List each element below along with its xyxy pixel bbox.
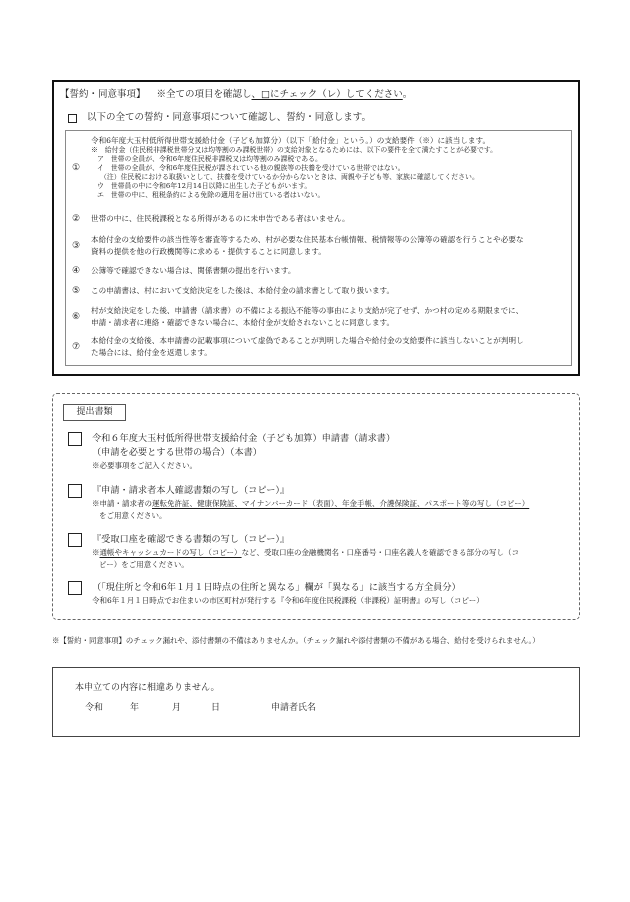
- pledge-item-text: た場合には、給付金を返還します。: [91, 348, 212, 357]
- document-title: （申請を必要とする世帯の場合）（本書）: [92, 447, 262, 458]
- document-checkbox[interactable]: [68, 581, 82, 595]
- document-note-prefix: ※申請・請求者の: [92, 499, 152, 508]
- pledge-item-text: 世帯の中に、住民税課税となる所得があるのに未申告である者はいません。: [91, 214, 350, 223]
- pledge-heading: [60, 89, 412, 101]
- document-text: [92, 484, 529, 522]
- pledge-item-body: [91, 305, 523, 329]
- check-reminder-note: ※【誓約・同意事項】のチェック漏れや、添付書類の不備はありませんか。（チェック漏れや添付書類の不備がある場合、給付を受けられません。）: [52, 636, 540, 645]
- pledge-item-note: エ 世帯の中に、租税条約による免除の適用を届け出ている者はいない。: [97, 191, 325, 199]
- pledge-item-note: イ 世帯の全員が、令和6年度住民税が課されている他の親族等の扶養を受けている世帯ではない。: [97, 164, 405, 172]
- pledge-item-6: [72, 305, 523, 329]
- pledge-heading-label: 【誓約・同意事項】: [60, 89, 146, 100]
- document-text: [92, 581, 484, 607]
- pledge-item-number: ②: [72, 213, 81, 224]
- pledge-item-7: [72, 335, 524, 359]
- pledge-item-number: ③: [72, 240, 81, 251]
- pledge-item-body: [91, 213, 350, 225]
- pledge-item-body: [91, 335, 524, 359]
- document-note-continuation: をご用意ください。: [99, 511, 167, 520]
- document-note: ※必要事項をご記入ください。: [92, 461, 197, 470]
- document-title: 令和６年度大玉村低所得世帯支援給付金（子ども加算）申請書（請求書）: [92, 433, 396, 444]
- pledge-heading-end: 。: [402, 89, 413, 100]
- document-title: 『受取口座を確認できる書類の写し（コピー）』: [92, 534, 290, 545]
- pledge-item-number: ⑦: [72, 341, 81, 352]
- applicant-name-label: 申請者氏名: [271, 703, 317, 713]
- declaration-statement: 本申立ての内容に相違ありません。: [75, 683, 220, 693]
- date-era-label: 令和: [85, 703, 104, 713]
- document-item-identity: [68, 484, 568, 524]
- pledge-item-text: 本給付金の支給要件の該当性等を審査等するため、村が必要な住民基本台帳情報、税情報等の公簿等の確認を行うことや必要な: [91, 235, 524, 244]
- pledge-item-1: [72, 136, 497, 200]
- pledge-item-text: 申請・請求者に連絡・確認できない場合に、本給付金が支給されないことに同意します。: [91, 318, 395, 327]
- document-note-underlined: 運転免許証、健康保険証、マイナンバーカード（表面）、年金手帳、介護保険証、パスポート等の写し（コピー）: [152, 499, 530, 508]
- pledge-item-text: 村が支給決定をした後、申請書（請求書）の不備による振込不能等の事由により支給が完了せず、かつ村の定める期限までに、: [91, 306, 524, 315]
- document-note-underlined: 通帳やキャッシュカードの写し（コピー）: [99, 548, 242, 557]
- pledge-item-note: （注）住民税における取扱いとして、扶養を受けているか分からないときは、両親や子ども等、家族に確認してください。: [100, 173, 479, 181]
- pledge-item-number: ⑤: [72, 285, 81, 296]
- required-documents-section: [52, 393, 580, 620]
- agree-all-row[interactable]: [68, 112, 371, 124]
- pledge-item-note: ウ 世帯員の中に令和6年12月14日以降に出生した子どもがいます。: [97, 182, 312, 190]
- pledge-item-note: ※ 給付金（住民税非課税世帯分又は均等割のみ課税世帯）の支給対象となるためには、以下の要件を全て満たすことが必要です。: [91, 146, 497, 154]
- document-text: [92, 533, 519, 571]
- pledge-item-number: ①: [72, 162, 81, 173]
- document-checkbox[interactable]: [68, 432, 82, 446]
- pledge-item-3: [72, 234, 524, 258]
- pledge-item-body: [91, 234, 524, 258]
- pledge-item-body: [91, 285, 394, 297]
- pledge-item-4: [72, 265, 295, 277]
- pledge-item-number: ⑥: [72, 311, 81, 322]
- pledge-items-box: [65, 130, 572, 366]
- date-day-label: 日: [211, 703, 221, 713]
- document-title: 『申請・請求者本人確認書類の写し（コピー）』: [92, 485, 290, 496]
- pledge-item-body: [91, 136, 497, 200]
- pledge-item-note: ア 世帯の全員が、令和6年度住民税非課税又は均等割のみ課税である。: [97, 155, 322, 163]
- document-note: 令和6年１月１日時点でお住まいの市区町村が発行する『令和6年度住民税課税（非課税）証明書』の写し（コピー）: [92, 596, 484, 605]
- agree-all-checkbox[interactable]: [68, 114, 77, 123]
- pledge-section: [52, 80, 580, 376]
- document-note: [92, 547, 519, 559]
- declaration-section: [52, 667, 580, 737]
- pledge-item-body: [91, 265, 295, 277]
- pledge-heading-note: ※全ての項目を確認し: [156, 89, 252, 100]
- document-item-application: [68, 432, 568, 472]
- date-month-label: 月: [172, 703, 182, 713]
- pledge-item-text: 公簿等で確認できない場合は、関係書類の提出を行います。: [91, 266, 296, 275]
- pledge-item-2: [72, 213, 350, 225]
- document-item-bank-account: [68, 533, 568, 573]
- document-text: [92, 432, 395, 472]
- pledge-item-text: 本給付金の支給後、本申請書の記載事項について虚偽であることが判明した場合や給付金の支給要件に該当しないことが判明し: [91, 336, 524, 345]
- date-year-label: 年: [130, 703, 140, 713]
- pledge-item-text: 資料の提供を他の行政機関等に求める・提供することに同意します。: [91, 247, 326, 256]
- document-note: [92, 498, 529, 510]
- pledge-item-text: 令和6年度大玉村低所得世帯支援給付金（子ども加算分）（以下「給付金」という。）の支給要件（※）に該当します。: [91, 136, 491, 145]
- pledge-item-text: この申請書は、村において支給決定をした後は、本給付金の請求書として取り扱います。: [91, 286, 395, 295]
- document-note-continuation: ピー）をご用意ください。: [99, 560, 189, 569]
- document-checkbox[interactable]: [68, 484, 82, 498]
- document-item-tax-certificate: [68, 581, 568, 621]
- document-note-prefix: ※: [92, 548, 100, 557]
- document-note-suffix: など、受取口座の金融機関名・口座番号・口座名義人を確認できる部分の写し（コ: [241, 548, 520, 557]
- pledge-item-5: [72, 285, 394, 297]
- document-title: （「現住所と令和6年１月１日時点の住所と異なる」欄が「異なる」に該当する方全員分）: [92, 582, 461, 593]
- document-checkbox[interactable]: [68, 533, 82, 547]
- agree-all-text: 以下の全ての誓約・同意事項について確認し、誓約・同意します。: [87, 112, 372, 123]
- required-documents-label: 提出書類: [63, 404, 126, 421]
- pledge-item-number: ④: [72, 265, 81, 276]
- pledge-heading-instruction: 、□にチェック（レ）してください: [251, 89, 403, 100]
